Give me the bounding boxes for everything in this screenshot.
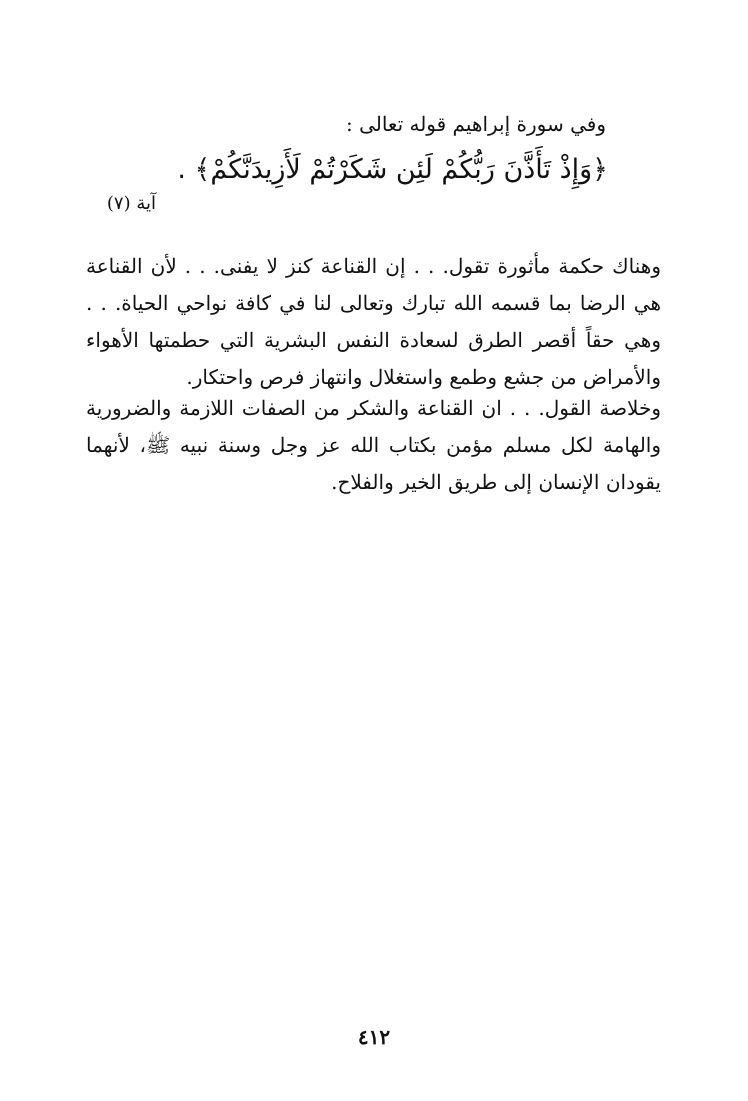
quran-verse: ﴿وَإِذْ تَأَذَّنَ رَبُّكُمْ لَئِن شَكَرْتُمْ لَأَزِيدَنَّكُمْ﴾ .: [177, 154, 608, 185]
page-number: ٤١٢: [357, 1025, 391, 1049]
verse-reference: آية (٧): [106, 193, 156, 214]
paragraph-1: وهناك حكمة مأثورة تقول. . . إن القناعة كنز لا يفنى. . . لأن القناعة هي الرضا بما قسمه الله تبارك وتعالى لنا في كافة نواحي الحياة. . . وهي حقاً أقصر الطرق لسعادة النفس البشرية التي حطمتها الأهواء والأمراض من جشع وطمع واستغلال وانتهاز فرص واحتكار.: [86, 254, 661, 389]
intro-line: وفي سورة إبراهيم قوله تعالى :: [345, 112, 606, 136]
paragraph-2: وخلاصة القول. . . ان القناعة والشكر من الصفات اللازمة والضرورية والهامة لكل مسلم مؤمن بكتاب الله عز وجل وسنة نبيه ﷺ، لأنهما يقودان الإنسان إلى طريق الخير والفلاح.: [86, 396, 661, 494]
